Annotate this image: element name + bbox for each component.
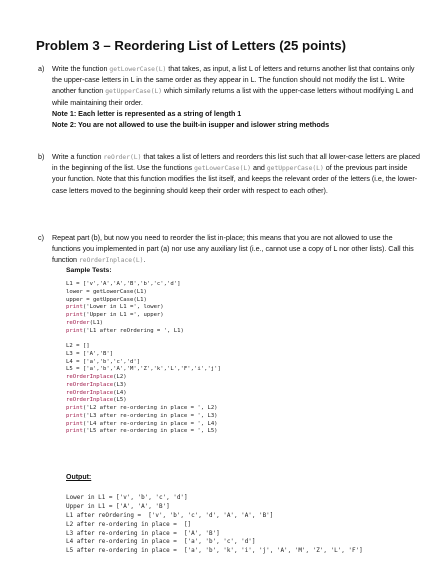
note-2: Note 2: You are not allowed to use the built-in isupper and islower string methods <box>52 121 330 130</box>
part-b-text-4: of the previous part inside your function. Note that this function modifies the list itself, and keeps the relevant order of the letters (i.e, the lower-case letters moved to the beginning should keep their order with respect to each other). <box>52 164 418 195</box>
sample-tests-code <box>66 281 426 436</box>
out-line: Upper in L1 = ['A', 'A', 'B'] <box>66 502 170 510</box>
test-line: reOrderInplace(L2) <box>66 374 127 380</box>
inline-code-reorderinplace: reOrderInplace(L) <box>79 257 144 265</box>
test-line: reOrderInplace(L4) <box>66 389 127 396</box>
test-line: print('L2 after re-ordering in place = ', L2) <box>66 405 218 411</box>
page-title: Problem 3 – Reordering List of Letters (25 points) <box>36 38 346 53</box>
out-line: L4 after re-ordering in place = ['a', 'b', 'c', 'd'] <box>66 538 256 546</box>
out-line: Lower in L1 = ['v', 'b', 'c', 'd'] <box>66 494 188 501</box>
output-code <box>66 494 436 556</box>
part-b-text-2: that takes a list of letters and reorders this list such that all lower-case letters are placed in the beginning of the list. Use the functions <box>52 153 421 173</box>
part-a <box>38 64 422 131</box>
part-b-label: b) <box>38 153 45 161</box>
inline-code-getlowercase: getLowerCase(L) <box>194 165 251 173</box>
out-line: L1 after reOrdering = ['v', 'b', 'c', 'd', 'A', 'A', 'B'] <box>66 511 274 519</box>
test-line: lower = getLowerCase(L1) <box>66 288 147 295</box>
part-a-text-2: that takes, as input, a list L of letters and returns another list that contains only the upper-case letters in L in the same order as they appear in L. The function should not modify the list L. Write another function <box>52 65 415 96</box>
test-line: print('Lower in L1 =', lower) <box>66 304 164 311</box>
part-c-text-2: . <box>143 256 146 265</box>
sample-tests-heading: Sample Tests: <box>66 267 112 274</box>
part-b-text-1: Write a function <box>52 153 104 161</box>
part-a-text-1: Write the function <box>52 65 110 73</box>
test-line: print('L4 after re-ordering in place = ', L4) <box>66 420 218 427</box>
inline-code-getuppercase: getUpperCase(L) <box>266 165 324 173</box>
part-a-text <box>52 64 422 109</box>
inline-code-reorder: reOrder(L) <box>103 154 142 161</box>
test-line: print('Upper in L1 =', upper) <box>66 312 164 318</box>
part-c-text-1: Repeat part (b), but now you need to reorder the list in-place; this means that you are not allowed to use the functions you implemented in part (a) nor use any auxiliary list (i.e., cannot use a copy of L nor other lists). Call this function <box>52 234 414 265</box>
note-1: Note 1: Each letter is represented as a string of length 1 <box>52 109 242 118</box>
test-line: print('L3 after re-ordering in place = ', L3) <box>66 412 218 419</box>
test-line: reOrder(L1) <box>66 319 104 326</box>
part-c <box>38 233 422 267</box>
out-line: L2 after re-ordering in place = [] <box>66 520 192 528</box>
test-line: L4 = ['a','b','c','d'] <box>66 358 141 365</box>
part-b-text <box>52 152 422 197</box>
inline-code-getuppercase: getUpperCase(L) <box>105 88 163 96</box>
inline-code-getlowercase: getLowerCase(L) <box>109 66 167 73</box>
test-line: L2 = [] <box>66 343 90 349</box>
test-line <box>66 335 426 343</box>
test-line: print('L1 after reOrdering = ', L1) <box>66 327 184 334</box>
output-heading: Output: <box>66 474 92 481</box>
out-line: L5 after re-ordering in place = ['a', 'b', 'k', 'i', 'j', 'A', 'M', 'Z', 'L', 'F'] <box>66 547 363 555</box>
part-b-text-3: and <box>250 164 267 173</box>
test-line: print('L5 after re-ordering in place = ', L5) <box>66 428 218 435</box>
test-line: L5 = ['a','b','A','M','Z','k','L','F','i','j'] <box>66 366 221 373</box>
part-c-label: c) <box>38 234 44 242</box>
part-a-label: a) <box>38 65 45 73</box>
test-line: L1 = ['v','A','A','B','b','c','d'] <box>66 281 181 287</box>
test-line: L3 = ['A','B'] <box>66 350 114 357</box>
test-line: upper = getUpperCase(L1) <box>66 296 147 303</box>
part-c-text <box>52 233 422 267</box>
part-b <box>38 152 422 197</box>
test-line: reOrderInplace(L5) <box>66 397 127 404</box>
part-a-text-3: which similarly returns a list with the upper-case letters without modifying L and while maintaining their order. <box>52 87 414 107</box>
test-line: reOrderInplace(L3) <box>66 381 127 388</box>
out-line: L3 after re-ordering in place = ['A', 'B'] <box>66 529 220 537</box>
